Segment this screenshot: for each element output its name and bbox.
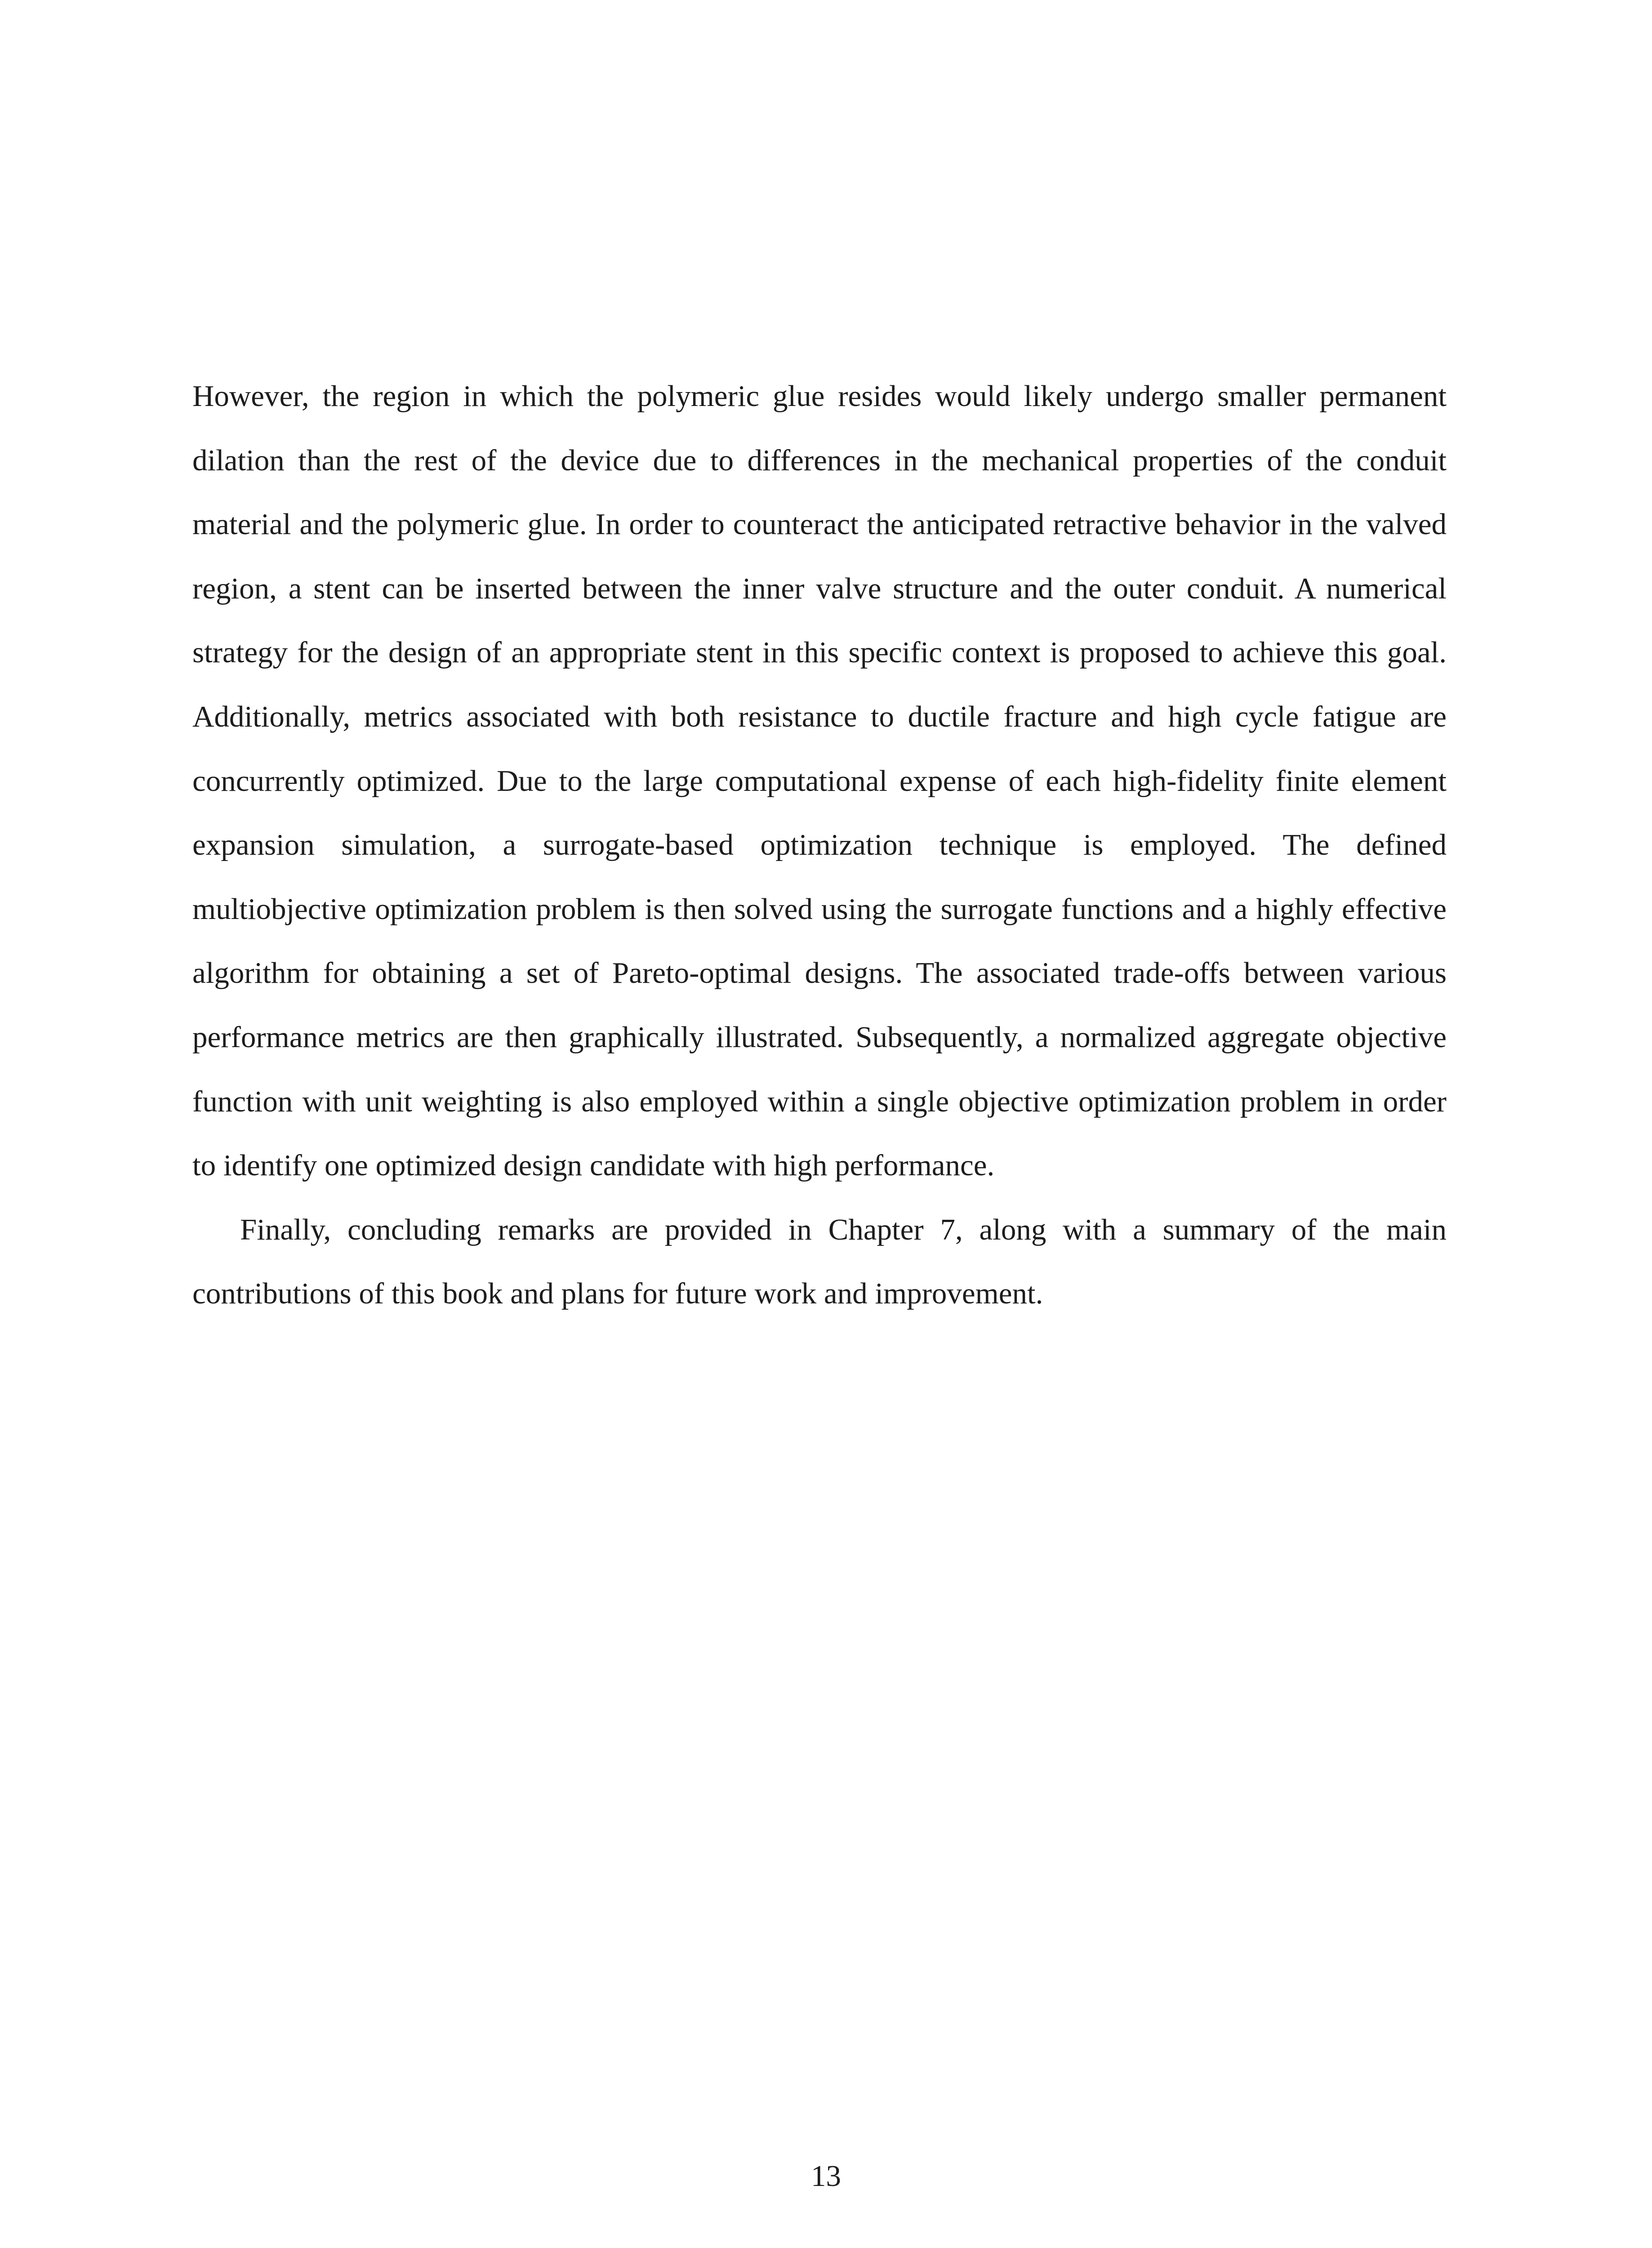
paragraph-concluding-remarks: Finally, concluding remarks are provided in Chapter 7, along with a summary of the main contributions of this book and plans for future work and improvement. [192,1213,1447,1311]
page-number: 13 [811,2159,841,2193]
paragraph-continuation: However, the region in which the polymeric glue resides would likely undergo smaller permanent dilation than the rest of the device due to differences in the mechanical properties of the conduit material and the polymeric glue. In order to counteract the anticipated retractive behavior in the valved region, a stent can be inserted between the inner valve structure and the outer conduit. A numerical strategy for the design of an appropriate stent in this specific context is proposed to achieve this goal. Additionally, metrics associated with both resistance to ductile fracture and high cycle fatigue are concurrently optimized. Due to the large computational expense of each high-fidelity finite element expansion simulation, a surrogate-based optimization technique is employed. The defined multiobjective optimization problem is then solved using the surrogate functions and a highly effective algorithm for obtaining a set of Pareto-optimal designs. The associated trade-offs between various performance metrics are then graphically illustrated. Subsequently, a normalized aggregate objective function with unit weighting is also employed within a single objective optimization problem in order to identify one optimized design candidate with high performance. [192,379,1447,1182]
body-text [192,364,1447,1326]
